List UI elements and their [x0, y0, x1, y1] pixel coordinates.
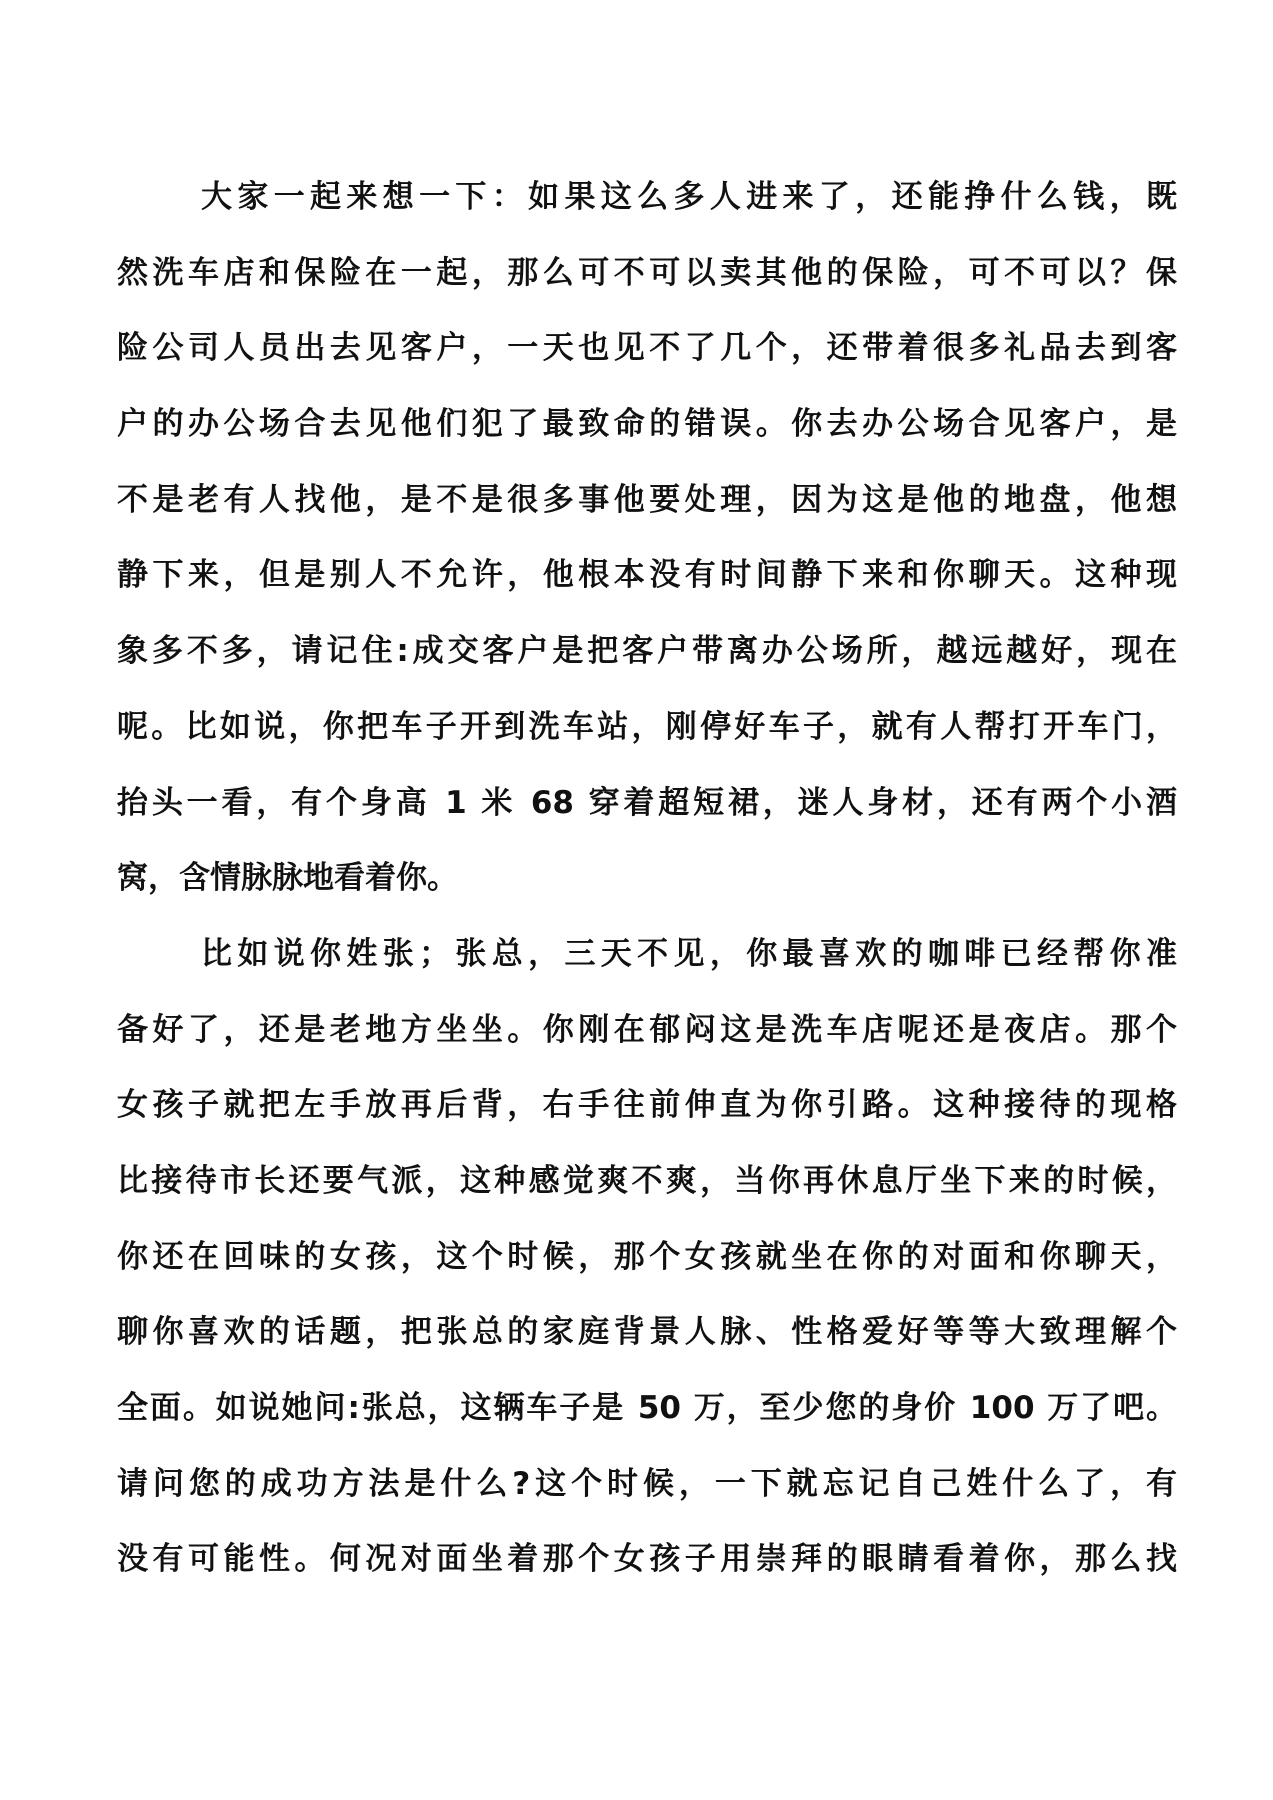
text-line: 大家一起来想一下：如果这么多人进来了，还能挣什么钱，既 [201, 179, 1177, 215]
text-line: 险公司人员出去见客户，一天也见不了几个，还带着很多礼品去到客 [117, 330, 1177, 367]
text-line: 没有可能性。何况对面坐着那个女孩子用崇拜的眼睛看着你，那么找 [117, 1541, 1177, 1578]
text-line: 呢。比如说，你把车子开到洗车站，刚停好车子，就有人帮打开车门， [117, 708, 1177, 745]
text-line: 备好了，还是老地方坐坐。你刚在郁闷这是洗车店呢还是夜店。那个 [117, 1011, 1177, 1048]
text-line: 不是老有人找他，是不是很多事他要处理，因为这是他的地盘，他想 [117, 481, 1177, 518]
text-line: 比接待市长还要气派，这种感觉爽不爽，当你再休息厅坐下来的时候， [117, 1162, 1177, 1199]
text-line: 比如说你姓张；张总，三天不见，你最喜欢的咖啡已经帮你准 [201, 935, 1177, 972]
text-line: 女孩子就把左手放再后背，右手往前伸直为你引路。这种接待的现格 [117, 1087, 1177, 1124]
text-line: 然洗车店和保险在一起，那么可不可以卖其他的保险，可不可以？保 [117, 254, 1177, 291]
body-text [117, 160, 1177, 1598]
text-line: 象多不多，请记住:成交客户是把客户带离办公场所，越远越好，现在 [117, 633, 1177, 670]
text-line: 静下来，但是别人不允许，他根本没有时间静下来和你聊天。这种现 [117, 557, 1177, 594]
text-line: 全面。如说她问:张总，这辆车子是 50 万，至少您的身价 100 万了吧。 [117, 1390, 1177, 1426]
text-line: 聊你喜欢的话题，把张总的家庭背景人脉、性格爱好等等大致理解个 [117, 1314, 1177, 1351]
text-line: 窝，含情脉脉地看着你。 [117, 860, 458, 897]
text-line: 抬头一看，有个身高 1 米 68 穿着超短裙，迷人身材，还有两个小酒 [117, 784, 1177, 821]
text-line: 户的办公场合去见他们犯了最致命的错误。你去办公场合见客户，是 [117, 406, 1177, 443]
text-line: 请问您的成功方法是什么?这个时候，一下就忘记自己姓什么了，有 [117, 1465, 1177, 1502]
text-line: 你还在回味的女孩，这个时候，那个女孩就坐在你的对面和你聊天， [117, 1238, 1177, 1275]
